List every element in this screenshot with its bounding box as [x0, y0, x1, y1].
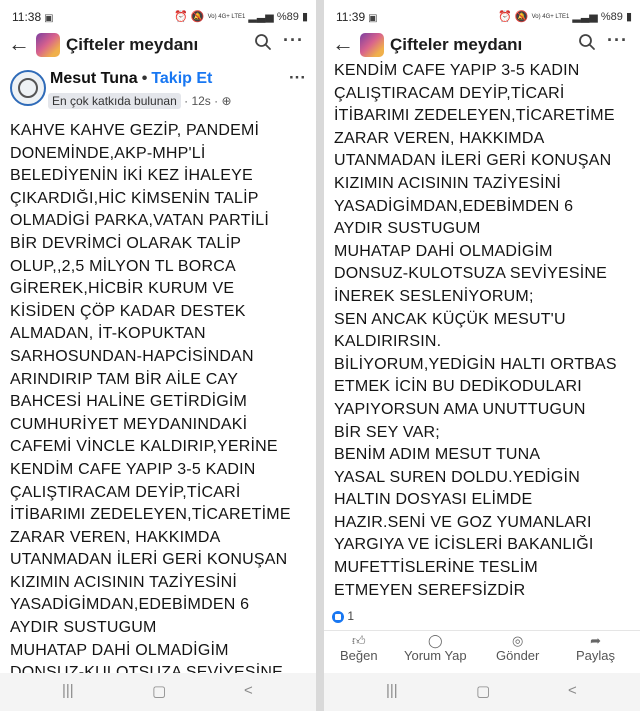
post-text-line: YASAL SUREN DOLDU.YEDİGİN: [334, 468, 580, 486]
post-text-line: ÇALIŞTIRACAM DEYİP,TİCARİ: [10, 483, 241, 501]
post-text-line: BAHCESİ HALİNE GETİRDİGİM: [10, 393, 248, 411]
network-label: Vo) 4G+ LTE1: [207, 14, 246, 21]
meta-dot: ·: [184, 94, 192, 108]
post-text-line: SEN ANCAK KÜÇÜK MESUT'U: [334, 310, 566, 328]
post-text-line: İTİBARIMI ZEDELEYEN,TİCARETİME: [334, 107, 615, 125]
post-text-line: MUFETTİSLERİNE TESLİM: [334, 559, 538, 577]
post-text-line: CAFEMİ VİNCLE KALDIRIP,YERİNE: [10, 438, 278, 456]
post-text-line: BELEDİYENİN İKİ KEZ İHALEYE: [10, 167, 253, 185]
post-text-line: UTANMADAN İLERİ GERİ KONUŞAN: [334, 152, 612, 170]
meta-dot: ·: [210, 94, 222, 108]
post-text-line: DONSUZ-KULOTSUZA SEVİYESİNE: [334, 265, 608, 283]
post-text-line: KAHVE KAHVE GEZİP, PANDEMİ: [10, 122, 260, 139]
back-arrow-icon[interactable]: ←: [8, 31, 30, 56]
post-text-line: MUHATAP DAHİ OLMADİGİM: [334, 242, 553, 260]
post-text-line: ALMADAN, İT-KOPUKTAN: [10, 325, 206, 343]
battery-icon: ▮: [301, 11, 308, 23]
post-text-line: ZARAR VEREN, HAKKIMDA: [334, 129, 545, 147]
author-avatar[interactable]: [10, 70, 46, 106]
post-more-icon[interactable]: ···: [289, 68, 306, 87]
recent-apps-icon[interactable]: |||: [386, 682, 398, 699]
group-avatar[interactable]: [360, 33, 384, 57]
group-avatar[interactable]: [36, 33, 60, 57]
back-arrow-icon[interactable]: ←: [332, 31, 354, 56]
share-arrow-icon: ➦: [590, 633, 601, 648]
home-icon[interactable]: ▢: [152, 683, 167, 700]
mute-icon: 🔕: [190, 11, 205, 23]
post-text: [334, 60, 632, 602]
post-text-line: İTİBARIMI ZEDELEYEN,TİCARETİME: [10, 506, 291, 524]
left-screenshot: [0, 0, 316, 711]
messenger-icon: ◎: [512, 633, 524, 648]
right-screenshot: [324, 0, 640, 711]
author-name[interactable]: Mesut Tuna: [50, 70, 138, 87]
post-text-line: HALTIN DOSYASI ELİMDE: [334, 491, 533, 509]
group-title[interactable]: Çifteler meydanı: [390, 35, 523, 54]
globe-icon: ⊕: [221, 94, 232, 108]
post-text-line: DONEMİNDE,AKP-MHP'Lİ: [10, 144, 206, 162]
more-options-icon[interactable]: ···: [283, 30, 304, 50]
post-text-line: MUHATAP DAHİ OLMADİGİM: [10, 641, 229, 659]
post-text-line: İNEREK SESLENİYORUM;: [334, 287, 534, 305]
post-text-line: BENİM ADIM MESUT TUNA: [334, 446, 541, 464]
share-button[interactable]: [576, 634, 615, 663]
home-icon[interactable]: ▢: [476, 683, 491, 700]
search-icon: [578, 33, 596, 51]
alarm-icon: ⏰: [174, 11, 188, 23]
post-text-line: HAZIR.SENİ VE GOZ YUMANLARI: [334, 513, 592, 531]
recent-apps-icon[interactable]: |||: [62, 682, 74, 699]
search-button[interactable]: [578, 33, 596, 56]
separator-dot: •: [141, 70, 148, 87]
group-title[interactable]: Çifteler meydanı: [66, 35, 199, 54]
status-icons: [498, 10, 632, 23]
post-text-line: ZARAR VEREN, HAKKIMDA: [10, 528, 221, 546]
status-bar: [324, 0, 640, 30]
post-text-line: ETMEK İCİN BU DEDİKODULARI: [334, 378, 582, 396]
post-text-line: YARGIYA VE İCİSLERİ BAKANLIĞI: [334, 536, 594, 554]
send-label: Gönder: [496, 648, 540, 663]
post-text-line: OLUP,,2,5 MİLYON TL BORCA: [10, 257, 236, 275]
reaction-count: 1: [347, 609, 355, 623]
post-text-line: OLMADİGİ PARKA,VATAN PARTİLİ: [10, 212, 269, 230]
comment-label: Yorum Yap: [404, 648, 467, 663]
post-text-line: YASADİGİMDAN,EDEBİMDEN 6: [334, 197, 574, 215]
reaction-summary[interactable]: [332, 609, 354, 623]
post-text-line: ARINDIRIP TAM BİR AİLE CAY: [10, 370, 239, 388]
search-icon: [254, 33, 272, 51]
send-button[interactable]: [496, 634, 539, 663]
android-nav-bar: [324, 673, 640, 711]
post-time[interactable]: 12s: [191, 94, 211, 108]
post-text-line: YASADİGİMDAN,EDEBİMDEN 6: [10, 596, 250, 614]
comment-bubble-icon: ◯: [428, 633, 443, 648]
network-label: Vo) 4G+ LTE1: [531, 14, 570, 21]
post-text-line: BİLİYORUM,YEDİGİN HALTI ORTBAS: [334, 355, 617, 373]
post-text-line: KIZIMIN ACISININ TAZİYESİNİ: [10, 573, 238, 591]
status-time-wrap: [336, 10, 378, 24]
mute-icon: 🔕: [514, 11, 529, 23]
back-nav-icon[interactable]: <: [568, 682, 577, 699]
post-text: [10, 120, 308, 685]
share-label: Paylaş: [576, 648, 616, 663]
status-time: 11:38: [12, 10, 42, 24]
post-action-bar: [324, 630, 640, 671]
post-text-line: ÇIKARDIĞI,HİC KİMSENİN TALİP: [10, 189, 259, 207]
like-reaction-icon: [332, 611, 344, 623]
signal-icon: ▂▃▅: [248, 11, 274, 23]
post-text-line: CUMHURİYET MEYDANINDAKİ: [10, 415, 248, 433]
thumbs-up-icon: 👍︎: [352, 633, 366, 648]
more-options-icon[interactable]: ···: [607, 30, 628, 50]
post-text-line: ÇALIŞTIRACAM DEYİP,TİCARİ: [334, 84, 565, 102]
image-notification-icon: ▣: [44, 13, 54, 24]
signal-icon: ▂▃▅: [572, 11, 598, 23]
app-bar: [324, 30, 640, 60]
like-label: Beğen: [340, 648, 378, 663]
status-time-wrap: [12, 10, 54, 24]
post-text-line: ETMEYEN SEREFSİZDİR: [334, 581, 526, 599]
battery-percent: %89: [600, 11, 623, 23]
post-text-line: KALDIRIRSIN.: [334, 333, 442, 351]
avatar-ring: [18, 78, 38, 98]
like-button[interactable]: [340, 634, 378, 663]
post-text-line: SARHOSUNDAN-HAPCİSİNDAN: [10, 347, 254, 365]
post-text-line: GİREREK,HİCBİR KURUM VE: [10, 280, 235, 298]
post-text-line: KİSİDEN ÇÖP KADAR DESTEK: [10, 302, 246, 320]
post-text-line: AYDIR SUSTUGUM: [10, 619, 157, 637]
alarm-icon: ⏰: [498, 11, 512, 23]
post-text-line: AYDIR SUSTUGUM: [334, 220, 481, 238]
app-bar: [0, 30, 316, 60]
post-text-line: KIZIMIN ACISININ TAZİYESİNİ: [334, 174, 562, 192]
post-text-line: BİR SEY VAR;: [334, 423, 440, 441]
top-contributor-badge[interactable]: En çok katkıda bulunan: [48, 93, 181, 109]
post-text-line: KENDİM CAFE YAPIP 3-5 KADIN: [10, 460, 256, 478]
status-bar: [0, 0, 316, 30]
author-line: [50, 70, 212, 88]
follow-button[interactable]: Takip Et: [151, 70, 213, 87]
post-text-line: BİR DEVRİMCİ OLARAK TALİP: [10, 234, 242, 252]
search-button[interactable]: [254, 33, 272, 56]
post-text-line: YAPIYORSUN AMA UNUTTUGUN: [334, 400, 586, 418]
android-nav-bar: [0, 673, 316, 711]
back-nav-icon[interactable]: <: [244, 682, 253, 699]
comment-button[interactable]: [404, 634, 467, 663]
battery-percent: %89: [276, 11, 299, 23]
status-icons: [174, 10, 308, 23]
post-meta: [48, 94, 232, 108]
post-text-line: KENDİM CAFE YAPIP 3-5 KADIN: [334, 62, 580, 79]
status-time: 11:39: [336, 10, 366, 24]
image-notification-icon: ▣: [368, 13, 378, 24]
post-header: [0, 66, 316, 118]
post-text-line: UTANMADAN İLERİ GERİ KONUŞAN: [10, 551, 288, 569]
battery-icon: ▮: [625, 11, 632, 23]
